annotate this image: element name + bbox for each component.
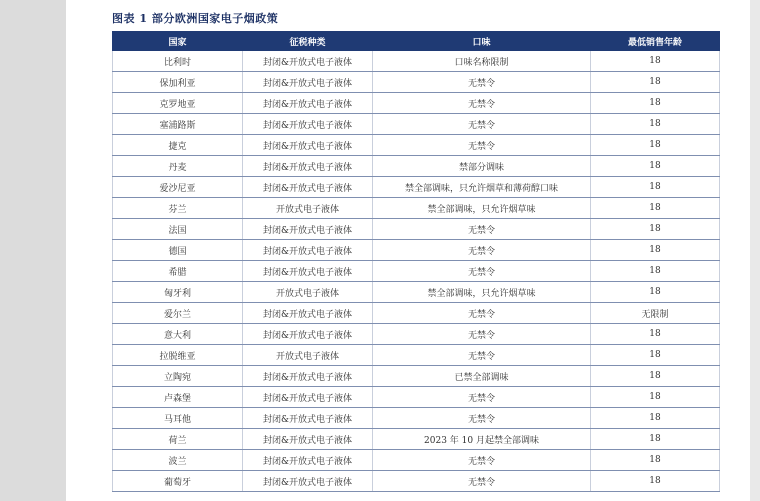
cell-flavor: 禁全部调味，只允许烟草和薄荷醇口味: [373, 177, 591, 198]
figure-title: 图表 1 部分欧洲国家电子烟政策: [112, 12, 279, 25]
cell-country: 保加利亚: [113, 72, 243, 93]
cell-country: 葡萄牙: [113, 471, 243, 492]
cell-min-age: 18: [591, 261, 720, 282]
cell-country: 波兰: [113, 450, 243, 471]
cell-flavor: 无禁令: [373, 345, 591, 366]
header-flavor: 口味: [373, 32, 591, 51]
cell-min-age: 18: [591, 408, 720, 429]
cell-country: 德国: [113, 240, 243, 261]
cell-country: 爱尔兰: [113, 303, 243, 324]
cell-country: 立陶宛: [113, 366, 243, 387]
cell-min-age: 18: [591, 51, 720, 72]
cell-flavor: 无禁令: [373, 387, 591, 408]
table-row: [113, 93, 720, 114]
cell-flavor: 无禁令: [373, 450, 591, 471]
policy-table: [112, 31, 720, 492]
cell-tax-type: 封闭&开放式电子液体: [243, 324, 373, 345]
header-row: [113, 32, 720, 51]
table-row: [113, 261, 720, 282]
table-row: [113, 450, 720, 471]
cell-tax-type: 封闭&开放式电子液体: [243, 219, 373, 240]
cell-tax-type: 开放式电子液体: [243, 198, 373, 219]
table-row: [113, 366, 720, 387]
table-row: [113, 135, 720, 156]
cell-tax-type: 封闭&开放式电子液体: [243, 387, 373, 408]
cell-min-age: 无限制: [591, 303, 720, 324]
cell-country: 希腊: [113, 261, 243, 282]
header-min-age: 最低销售年龄: [591, 32, 720, 51]
table-row: [113, 72, 720, 93]
cell-country: 拉脱维亚: [113, 345, 243, 366]
cell-min-age: 18: [591, 471, 720, 492]
cell-tax-type: 封闭&开放式电子液体: [243, 366, 373, 387]
cell-tax-type: 封闭&开放式电子液体: [243, 450, 373, 471]
table-header: [113, 32, 720, 51]
cell-flavor: 无禁令: [373, 261, 591, 282]
cell-tax-type: 封闭&开放式电子液体: [243, 51, 373, 72]
cell-min-age: 18: [591, 177, 720, 198]
cell-min-age: 18: [591, 282, 720, 303]
cell-flavor: 无禁令: [373, 324, 591, 345]
cell-tax-type: 开放式电子液体: [243, 345, 373, 366]
header-tax-type: 征税种类: [243, 32, 373, 51]
cell-flavor: 无禁令: [373, 408, 591, 429]
cell-tax-type: 封闭&开放式电子液体: [243, 72, 373, 93]
cell-country: 芬兰: [113, 198, 243, 219]
cell-flavor: 禁部分调味: [373, 156, 591, 177]
cell-flavor: 无禁令: [373, 219, 591, 240]
cell-tax-type: 封闭&开放式电子液体: [243, 240, 373, 261]
table-body: [113, 51, 720, 492]
window-left-margin: [0, 0, 66, 501]
cell-flavor: 无禁令: [373, 471, 591, 492]
cell-tax-type: 封闭&开放式电子液体: [243, 114, 373, 135]
cell-flavor: 禁全部调味，只允许烟草味: [373, 198, 591, 219]
cell-tax-type: 开放式电子液体: [243, 282, 373, 303]
cell-tax-type: 封闭&开放式电子液体: [243, 261, 373, 282]
cell-country: 比利时: [113, 51, 243, 72]
cell-min-age: 18: [591, 114, 720, 135]
table-row: [113, 282, 720, 303]
table-row: [113, 303, 720, 324]
cell-min-age: 18: [591, 219, 720, 240]
table-row: [113, 408, 720, 429]
cell-min-age: 18: [591, 72, 720, 93]
cell-flavor: 无禁令: [373, 72, 591, 93]
cell-flavor: 已禁全部调味: [373, 366, 591, 387]
cell-country: 克罗地亚: [113, 93, 243, 114]
cell-flavor: 无禁令: [373, 93, 591, 114]
cell-min-age: 18: [591, 93, 720, 114]
table-row: [113, 198, 720, 219]
cell-tax-type: 封闭&开放式电子液体: [243, 135, 373, 156]
table-row: [113, 114, 720, 135]
cell-country: 卢森堡: [113, 387, 243, 408]
table-row: [113, 156, 720, 177]
cell-flavor: 无禁令: [373, 303, 591, 324]
cell-min-age: 18: [591, 366, 720, 387]
cell-flavor: 无禁令: [373, 135, 591, 156]
cell-country: 丹麦: [113, 156, 243, 177]
cell-country: 马耳他: [113, 408, 243, 429]
cell-tax-type: 封闭&开放式电子液体: [243, 93, 373, 114]
cell-tax-type: 封闭&开放式电子液体: [243, 408, 373, 429]
cell-min-age: 18: [591, 429, 720, 450]
cell-flavor: 无禁令: [373, 114, 591, 135]
header-country: 国家: [113, 32, 243, 51]
cell-flavor: 口味名称限制: [373, 51, 591, 72]
table-row: [113, 471, 720, 492]
cell-flavor: 禁全部调味，只允许烟草味: [373, 282, 591, 303]
table-row: [113, 51, 720, 72]
cell-country: 法国: [113, 219, 243, 240]
cell-tax-type: 封闭&开放式电子液体: [243, 303, 373, 324]
cell-tax-type: 封闭&开放式电子液体: [243, 471, 373, 492]
cell-country: 塞浦路斯: [113, 114, 243, 135]
cell-min-age: 18: [591, 156, 720, 177]
table-row: [113, 240, 720, 261]
cell-country: 荷兰: [113, 429, 243, 450]
cell-min-age: 18: [591, 198, 720, 219]
cell-min-age: 18: [591, 135, 720, 156]
table-row: [113, 324, 720, 345]
table-row: [113, 345, 720, 366]
cell-flavor: 2023 年 10 月起禁全部调味: [373, 429, 591, 450]
table-row: [113, 387, 720, 408]
cell-country: 捷克: [113, 135, 243, 156]
cell-min-age: 18: [591, 345, 720, 366]
cell-country: 爱沙尼亚: [113, 177, 243, 198]
cell-min-age: 18: [591, 240, 720, 261]
table-row: [113, 177, 720, 198]
cell-tax-type: 封闭&开放式电子液体: [243, 177, 373, 198]
cell-min-age: 18: [591, 450, 720, 471]
cell-flavor: 无禁令: [373, 240, 591, 261]
cell-tax-type: 封闭&开放式电子液体: [243, 429, 373, 450]
cell-tax-type: 封闭&开放式电子液体: [243, 156, 373, 177]
cell-country: 意大利: [113, 324, 243, 345]
cell-country: 匈牙利: [113, 282, 243, 303]
cell-min-age: 18: [591, 387, 720, 408]
table-row: [113, 219, 720, 240]
cell-min-age: 18: [591, 324, 720, 345]
table-row: [113, 429, 720, 450]
